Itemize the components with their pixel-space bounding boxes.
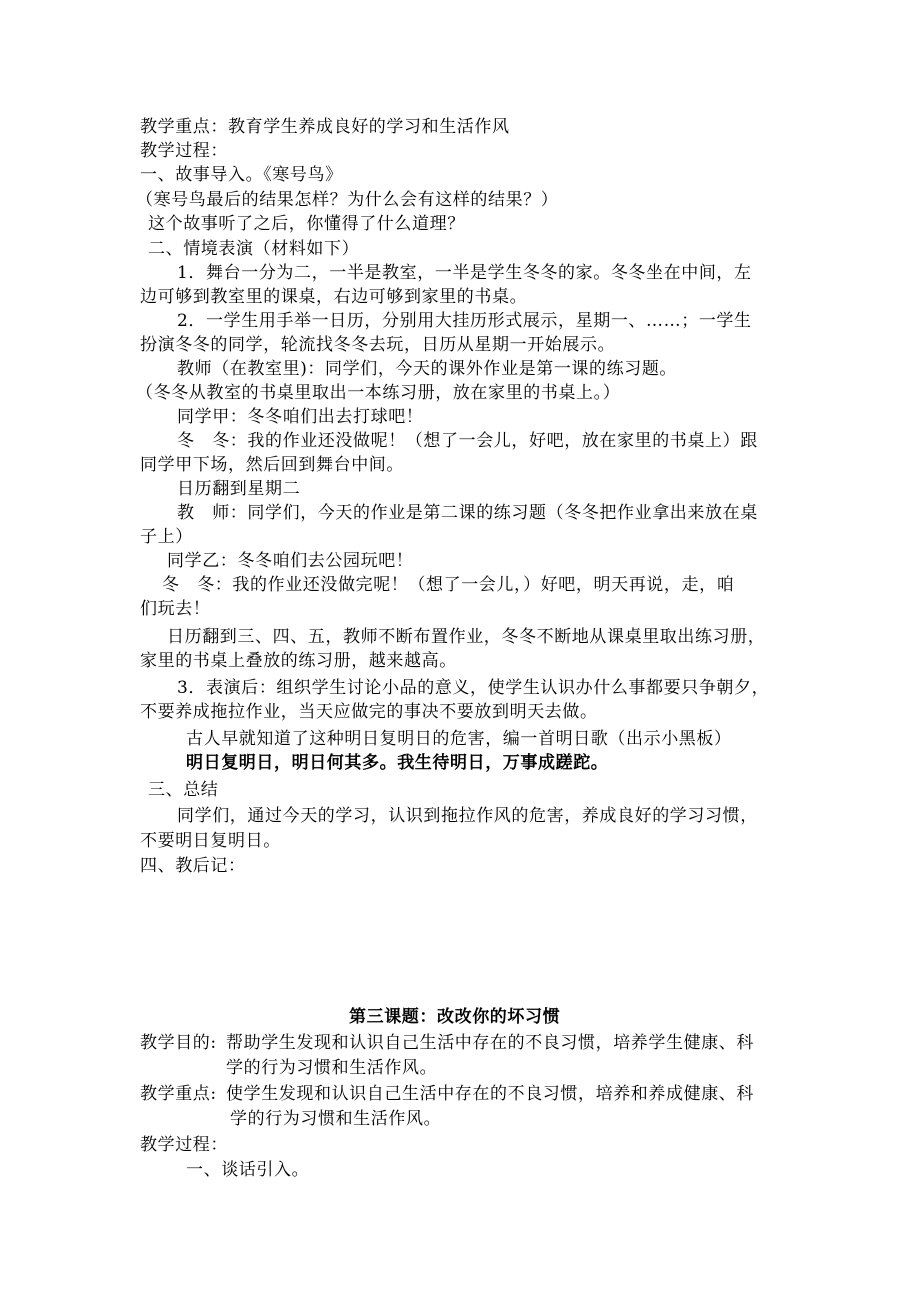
classmate-b-line: 同学乙：冬冬咱们去公园玩吧！ (167, 551, 414, 571)
lesson-3-process-label: 教学过程： (140, 1135, 228, 1155)
paragraph-calendar-rest-line-1: 日历翻到三、四、五，教师不断布置作业，冬冬不断地从课桌里取出练习册， (167, 627, 766, 647)
focus-line-1: 使学生发现和认识自己生活中存在的不良习惯，培养和养成健康、科 (226, 1084, 754, 1104)
paragraph-3-line-2: 不要养成拖拉作业，当天应做完的事决不要放到明天去做。 (140, 702, 598, 722)
goal-label: 教学目的: (140, 1033, 217, 1053)
goal-line-1: 帮助学生发现和认识自己生活中存在的不良习惯，培养学生健康、科 (226, 1033, 754, 1053)
tomorrow-song-poem: 明日复明日，明日何其多。我生待明日，万事成蹉跎。 (186, 753, 609, 773)
section-3-title: 三、总结 (148, 780, 219, 800)
calendar-tuesday: 日历翻到星期二 (177, 479, 301, 499)
paragraph-1-line-1: 1．舞台一分为二，一半是教室，一半是学生冬冬的家。冬冬坐在中间，左 (177, 263, 752, 283)
paragraph-3-line-1: 3．表演后：组织学生讨论小品的意义，使学生认识办什么事都要只争朝夕， (177, 678, 770, 698)
paragraph-calendar-rest-line-2: 家里的书桌上叠放的练习册，越来越高。 (140, 651, 457, 671)
stage-direction-1: （冬冬从教室的书桌里取出一本练习册，放在家里的书桌上。） (136, 383, 621, 403)
dongdong-line-1-cont: 同学甲下场，然后回到舞台中间。 (140, 455, 404, 475)
teaching-focus: 教学重点：教育学生养成良好的学习和生活作风 (140, 117, 510, 137)
summary-line-2: 不要明日复明日。 (140, 831, 281, 851)
paragraph-1-line-2: 边可够到教室里的课桌，右边可够到家里的书桌。 (140, 287, 528, 307)
section-4-title: 四、教后记： (140, 856, 246, 876)
section-1-question-2: 这个故事听了之后，你懂得了什么道理？ (148, 214, 465, 234)
teacher-line-2-cont: 子上） (140, 527, 193, 547)
focus-line-2: 学的行为习惯和生活作风。 (230, 1109, 442, 1129)
focus-label: 教学重点: (140, 1084, 217, 1104)
teacher-line-2: 教 师：同学们，今天的作业是第二课的练习题（冬冬把作业拿出来放在桌 (177, 503, 758, 523)
paragraph-2-line-2: 扮演冬冬的同学，轮流找冬冬去玩，日历从星期一开始展示。 (140, 335, 616, 355)
section-2-title: 二、情境表演（材料如下） (148, 239, 360, 259)
goal-line-2: 学的行为习惯和生活作风。 (226, 1058, 438, 1078)
teacher-line-1: 教师（在教室里)：同学们，今天的课外作业是第一课的练习题。 (177, 359, 678, 379)
dongdong-line-2: 冬 冬：我的作业还没做完呢！（想了一会儿，）好吧，明天再说，走，咱 (162, 575, 735, 595)
lesson-3-title: 第三课题：改改你的坏习惯 (349, 1007, 561, 1027)
dongdong-line-1: 冬 冬：我的作业还没做呢！（想了一会儿，好吧，放在家里的书桌上）跟 (177, 431, 758, 451)
section-1-question-1: （寒号鸟最后的结果怎样？为什么会有这样的结果？） (136, 190, 559, 210)
classmate-a-line: 同学甲：冬冬咱们出去打球吧！ (177, 407, 424, 427)
summary-line-1: 同学们，通过今天的学习，认识到拖拉作风的危害，养成良好的学习习惯， (177, 806, 758, 826)
ancient-people-line: 古人早就知道了这种明日复明日的危害，编一首明日歌（出示小黑板） (186, 729, 732, 749)
paragraph-2-line-1: 2．一学生用手举一日历，分别用大挂历形式展示，星期一、……；一学生 (177, 311, 752, 331)
dongdong-line-2-cont: 们玩去！ (140, 599, 211, 619)
section-1-title: 一、故事导入。《寒号鸟》 (140, 165, 343, 185)
lesson-3-step-1: 一、谈话引入。 (186, 1160, 310, 1180)
teaching-process-label: 教学过程： (140, 141, 228, 161)
